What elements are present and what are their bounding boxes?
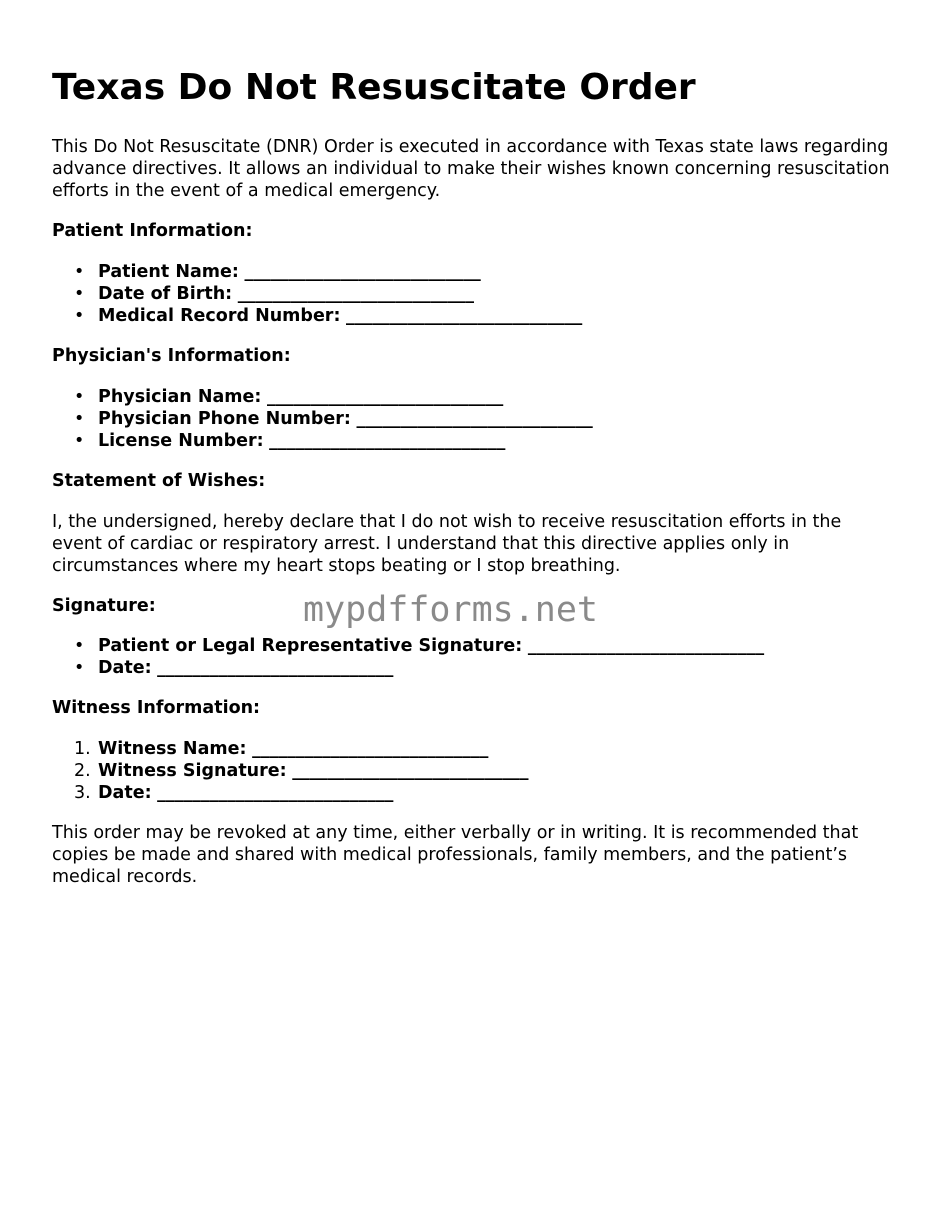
patient-info-list bbox=[52, 261, 582, 327]
field-label: Physician Phone Number: bbox=[98, 409, 351, 429]
patient-info-heading: Patient Information: bbox=[52, 221, 253, 241]
field-blank-line[interactable]: ___________________________ bbox=[269, 431, 506, 451]
field-blank-line[interactable]: ___________________________ bbox=[346, 306, 583, 326]
witness-info-heading: Witness Information: bbox=[52, 698, 261, 718]
field-blank-line[interactable]: ___________________________ bbox=[157, 658, 394, 678]
field-label: Date of Birth: bbox=[98, 284, 233, 304]
signature-list bbox=[52, 635, 764, 679]
field-blank-line[interactable]: ___________________________ bbox=[252, 739, 489, 759]
page-title: Texas Do Not Resuscitate Order bbox=[52, 67, 696, 108]
physician-info-heading: Physician's Information: bbox=[52, 346, 291, 366]
field-blank-line[interactable]: ___________________________ bbox=[266, 387, 504, 407]
witness-info-list bbox=[52, 738, 528, 804]
field-blank-line[interactable]: ___________________________ bbox=[292, 761, 529, 781]
field-label: Date: bbox=[98, 783, 152, 803]
physician-phone-field bbox=[52, 408, 593, 430]
field-label: License Number: bbox=[98, 431, 264, 451]
signature-heading: Signature: bbox=[52, 596, 156, 616]
closing-paragraph: This order may be revoked at any time, either verbally or in writing. It is recommended that copies be made and shared with medical professionals, family members, and the patient’s medical records. bbox=[52, 823, 859, 887]
field-label: Witness Signature: bbox=[98, 761, 287, 781]
patient-signature-field bbox=[52, 635, 764, 657]
field-blank-line[interactable]: ___________________________ bbox=[356, 409, 593, 429]
field-label: Date: bbox=[98, 658, 152, 678]
statement-of-wishes-heading: Statement of Wishes: bbox=[52, 471, 266, 491]
patient-name-field bbox=[52, 261, 582, 283]
license-number-field bbox=[52, 430, 593, 452]
medical-record-number-field bbox=[52, 305, 582, 327]
field-blank-line[interactable]: ___________________________ bbox=[527, 636, 765, 656]
witness-signature-field bbox=[52, 760, 528, 782]
physician-name-field bbox=[52, 386, 593, 408]
signature-date-field bbox=[52, 657, 764, 679]
field-blank-line[interactable]: ___________________________ bbox=[237, 284, 475, 304]
field-label: Medical Record Number: bbox=[98, 306, 341, 326]
witness-date-field bbox=[52, 782, 528, 804]
list-number: 3. bbox=[74, 783, 91, 803]
field-label: Patient or Legal Representative Signature: bbox=[98, 636, 523, 656]
list-number: 2. bbox=[74, 761, 91, 781]
witness-name-field bbox=[52, 738, 528, 760]
statement-of-wishes-text: I, the undersigned, hereby declare that I do not wish to receive resuscitation efforts in the event of cardiac or respiratory arrest. I understand that this directive applies only in circumstances where my heart stops beating or I stop breathing. bbox=[52, 512, 842, 576]
field-label: Physician Name: bbox=[98, 387, 262, 407]
watermark: mypdfforms.net bbox=[303, 590, 599, 630]
list-number: 1. bbox=[74, 739, 91, 759]
intro-paragraph: This Do Not Resuscitate (DNR) Order is executed in accordance with Texas state laws regarding advance directives. It allows an individual to make their wishes known concerning resuscitation efforts in the event of a medical emergency. bbox=[52, 137, 890, 201]
field-blank-line[interactable]: ___________________________ bbox=[157, 783, 394, 803]
field-label: Patient Name: bbox=[98, 262, 239, 282]
field-label: Witness Name: bbox=[98, 739, 247, 759]
date-of-birth-field bbox=[52, 283, 582, 305]
field-blank-line[interactable]: ___________________________ bbox=[244, 262, 481, 282]
physician-info-list bbox=[52, 386, 593, 452]
